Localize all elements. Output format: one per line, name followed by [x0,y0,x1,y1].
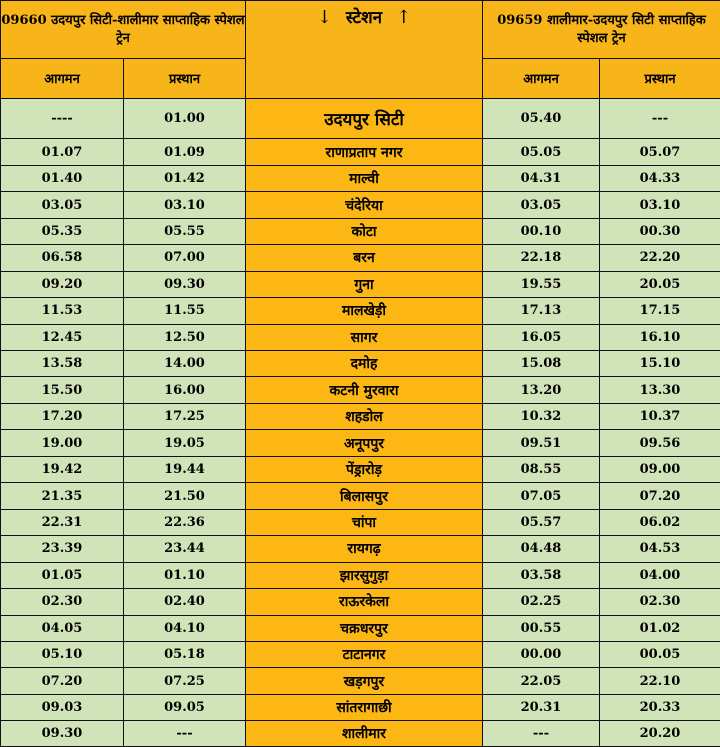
left-arrival-cell: ---- [1,98,124,139]
right-departure-header: प्रस्थान [600,59,720,99]
right-departure-cell: 20.20 [600,721,720,747]
timetable-row [1,536,720,562]
arrow-up-icon: ↑ [396,7,412,28]
right-arrival-cell: 00.00 [483,642,600,668]
left-arrival-cell: 11.53 [1,298,124,324]
timetable-row [1,562,720,588]
right-departure-cell: 07.20 [600,483,720,509]
right-departure-cell: 17.15 [600,298,720,324]
timetable-row [1,694,720,720]
right-departure-cell: 15.10 [600,351,720,377]
station-name-cell: अनूपपुर [246,430,483,456]
right-arrival-cell: 09.51 [483,430,600,456]
right-arrival-cell: 04.31 [483,165,600,191]
right-arrival-cell: 08.55 [483,456,600,482]
right-arrival-cell: 05.05 [483,139,600,165]
right-departure-cell: 10.37 [600,403,720,429]
right-departure-cell: 09.00 [600,456,720,482]
right-arrival-cell: 19.55 [483,271,600,297]
station-name-cell: चंदेरिया [246,192,483,218]
left-departure-cell: 05.55 [124,218,246,244]
right-departure-cell: 22.20 [600,245,720,271]
station-name-cell: पेंड्रारोड़ [246,456,483,482]
left-departure-cell: --- [124,721,246,747]
left-departure-cell: 17.25 [124,403,246,429]
station-name-cell: राणाप्रताप नगर [246,139,483,165]
right-arrival-cell: 00.55 [483,615,600,641]
left-departure-cell: 21.50 [124,483,246,509]
right-departure-cell: 06.02 [600,509,720,535]
timetable-row [1,589,720,615]
station-name-cell: राऊरकेला [246,589,483,615]
left-departure-cell: 01.00 [124,98,246,139]
left-departure-cell: 14.00 [124,351,246,377]
timetable-row [1,456,720,482]
timetable-row [1,298,720,324]
right-arrival-cell: --- [483,721,600,747]
right-departure-cell: 00.05 [600,642,720,668]
right-departure-cell: 01.02 [600,615,720,641]
timetable-row [1,377,720,403]
timetable-row [1,483,720,509]
station-name-cell: झारसुगुड़ा [246,562,483,588]
station-column-header [246,1,483,99]
left-departure-cell: 04.10 [124,615,246,641]
right-departure-cell: 20.05 [600,271,720,297]
left-arrival-cell: 23.39 [1,536,124,562]
left-departure-cell: 22.36 [124,509,246,535]
station-name-cell: बरन [246,245,483,271]
left-departure-cell: 02.40 [124,589,246,615]
timetable-row [1,642,720,668]
timetable-row [1,351,720,377]
right-arrival-cell: 05.40 [483,98,600,139]
timetable-row [1,403,720,429]
station-name-cell: शालीमार [246,721,483,747]
timetable-row [1,165,720,191]
right-departure-cell: 22.10 [600,668,720,694]
station-name-cell: कोटा [246,218,483,244]
left-departure-cell: 23.44 [124,536,246,562]
right-departure-cell: --- [600,98,720,139]
station-name-cell: माल्वी [246,165,483,191]
right-departure-cell: 20.33 [600,694,720,720]
right-departure-cell: 04.33 [600,165,720,191]
right-departure-cell: 16.10 [600,324,720,350]
left-departure-cell: 09.05 [124,694,246,720]
left-arrival-cell: 07.20 [1,668,124,694]
left-arrival-cell: 05.10 [1,642,124,668]
right-arrival-cell: 03.58 [483,562,600,588]
left-arrival-cell: 13.58 [1,351,124,377]
timetable-row [1,271,720,297]
station-name-cell: टाटानगर [246,642,483,668]
right-departure-cell: 05.07 [600,139,720,165]
right-arrival-cell: 22.18 [483,245,600,271]
left-departure-cell: 11.55 [124,298,246,324]
right-departure-cell: 04.53 [600,536,720,562]
left-arrival-cell: 09.03 [1,694,124,720]
train-09660-title: 09660 उदयपुर सिटी-शालीमार साप्ताहिक स्पेशल ट्रेन [1,1,246,59]
right-arrival-cell: 07.05 [483,483,600,509]
right-departure-cell: 00.30 [600,218,720,244]
timetable-row [1,430,720,456]
left-departure-cell: 19.44 [124,456,246,482]
right-departure-cell: 09.56 [600,430,720,456]
left-departure-cell: 01.09 [124,139,246,165]
timetable-row [1,668,720,694]
right-arrival-cell: 13.20 [483,377,600,403]
left-arrival-cell: 22.31 [1,509,124,535]
left-arrival-cell: 09.30 [1,721,124,747]
left-arrival-cell: 06.58 [1,245,124,271]
left-arrival-cell: 02.30 [1,589,124,615]
station-name-cell: रायगढ़ [246,536,483,562]
right-arrival-cell: 22.05 [483,668,600,694]
left-departure-cell: 09.30 [124,271,246,297]
right-arrival-header: आगमन [483,59,600,99]
timetable-row [1,324,720,350]
station-name-cell: सागर [246,324,483,350]
timetable-row [1,98,720,139]
station-name-cell: सांतरागाछी [246,694,483,720]
station-name-cell: गुना [246,271,483,297]
timetable-row [1,139,720,165]
left-arrival-header: आगमन [1,59,124,99]
left-arrival-cell: 15.50 [1,377,124,403]
right-departure-cell: 03.10 [600,192,720,218]
left-arrival-cell: 01.40 [1,165,124,191]
station-name-cell: खड़गपुर [246,668,483,694]
timetable-row [1,721,720,747]
left-arrival-cell: 01.07 [1,139,124,165]
left-arrival-cell: 09.20 [1,271,124,297]
right-arrival-cell: 03.05 [483,192,600,218]
right-departure-cell: 02.30 [600,589,720,615]
left-arrival-cell: 03.05 [1,192,124,218]
left-arrival-cell: 05.35 [1,218,124,244]
station-name-cell: चक्रधरपुर [246,615,483,641]
station-name-cell: दमोह [246,351,483,377]
left-departure-cell: 16.00 [124,377,246,403]
station-label: स्टेशन [345,8,383,28]
station-name-cell: कटनी मुरवारा [246,377,483,403]
right-arrival-cell: 10.32 [483,403,600,429]
station-name-cell: बिलासपुर [246,483,483,509]
left-departure-cell: 07.25 [124,668,246,694]
right-departure-cell: 13.30 [600,377,720,403]
station-name-cell: मालखेड़ी [246,298,483,324]
left-departure-cell: 01.10 [124,562,246,588]
timetable-row [1,615,720,641]
right-arrival-cell: 05.57 [483,509,600,535]
left-departure-cell: 01.42 [124,165,246,191]
left-departure-cell: 12.50 [124,324,246,350]
left-departure-header: प्रस्थान [124,59,246,99]
left-arrival-cell: 01.05 [1,562,124,588]
left-arrival-cell: 12.45 [1,324,124,350]
left-arrival-cell: 04.05 [1,615,124,641]
station-name-cell: चांपा [246,509,483,535]
left-departure-cell: 03.10 [124,192,246,218]
right-arrival-cell: 20.31 [483,694,600,720]
right-arrival-cell: 04.48 [483,536,600,562]
right-arrival-cell: 16.05 [483,324,600,350]
left-departure-cell: 07.00 [124,245,246,271]
right-arrival-cell: 15.08 [483,351,600,377]
left-arrival-cell: 19.42 [1,456,124,482]
left-departure-cell: 05.18 [124,642,246,668]
left-arrival-cell: 19.00 [1,430,124,456]
left-arrival-cell: 17.20 [1,403,124,429]
station-name-cell: शहडोल [246,403,483,429]
right-arrival-cell: 17.13 [483,298,600,324]
timetable-row [1,245,720,271]
timetable-row [1,218,720,244]
timetable-row [1,192,720,218]
train-09659-title: 09659 शालीमार-उदयपुर सिटी साप्ताहिक स्पेशल ट्रेन [483,1,720,59]
left-departure-cell: 19.05 [124,430,246,456]
left-arrival-cell: 21.35 [1,483,124,509]
timetable-row [1,509,720,535]
station-name-cell: उदयपुर सिटी [246,98,483,139]
right-departure-cell: 04.00 [600,562,720,588]
arrow-down-icon: ↓ [316,7,332,28]
right-arrival-cell: 00.10 [483,218,600,244]
right-arrival-cell: 02.25 [483,589,600,615]
